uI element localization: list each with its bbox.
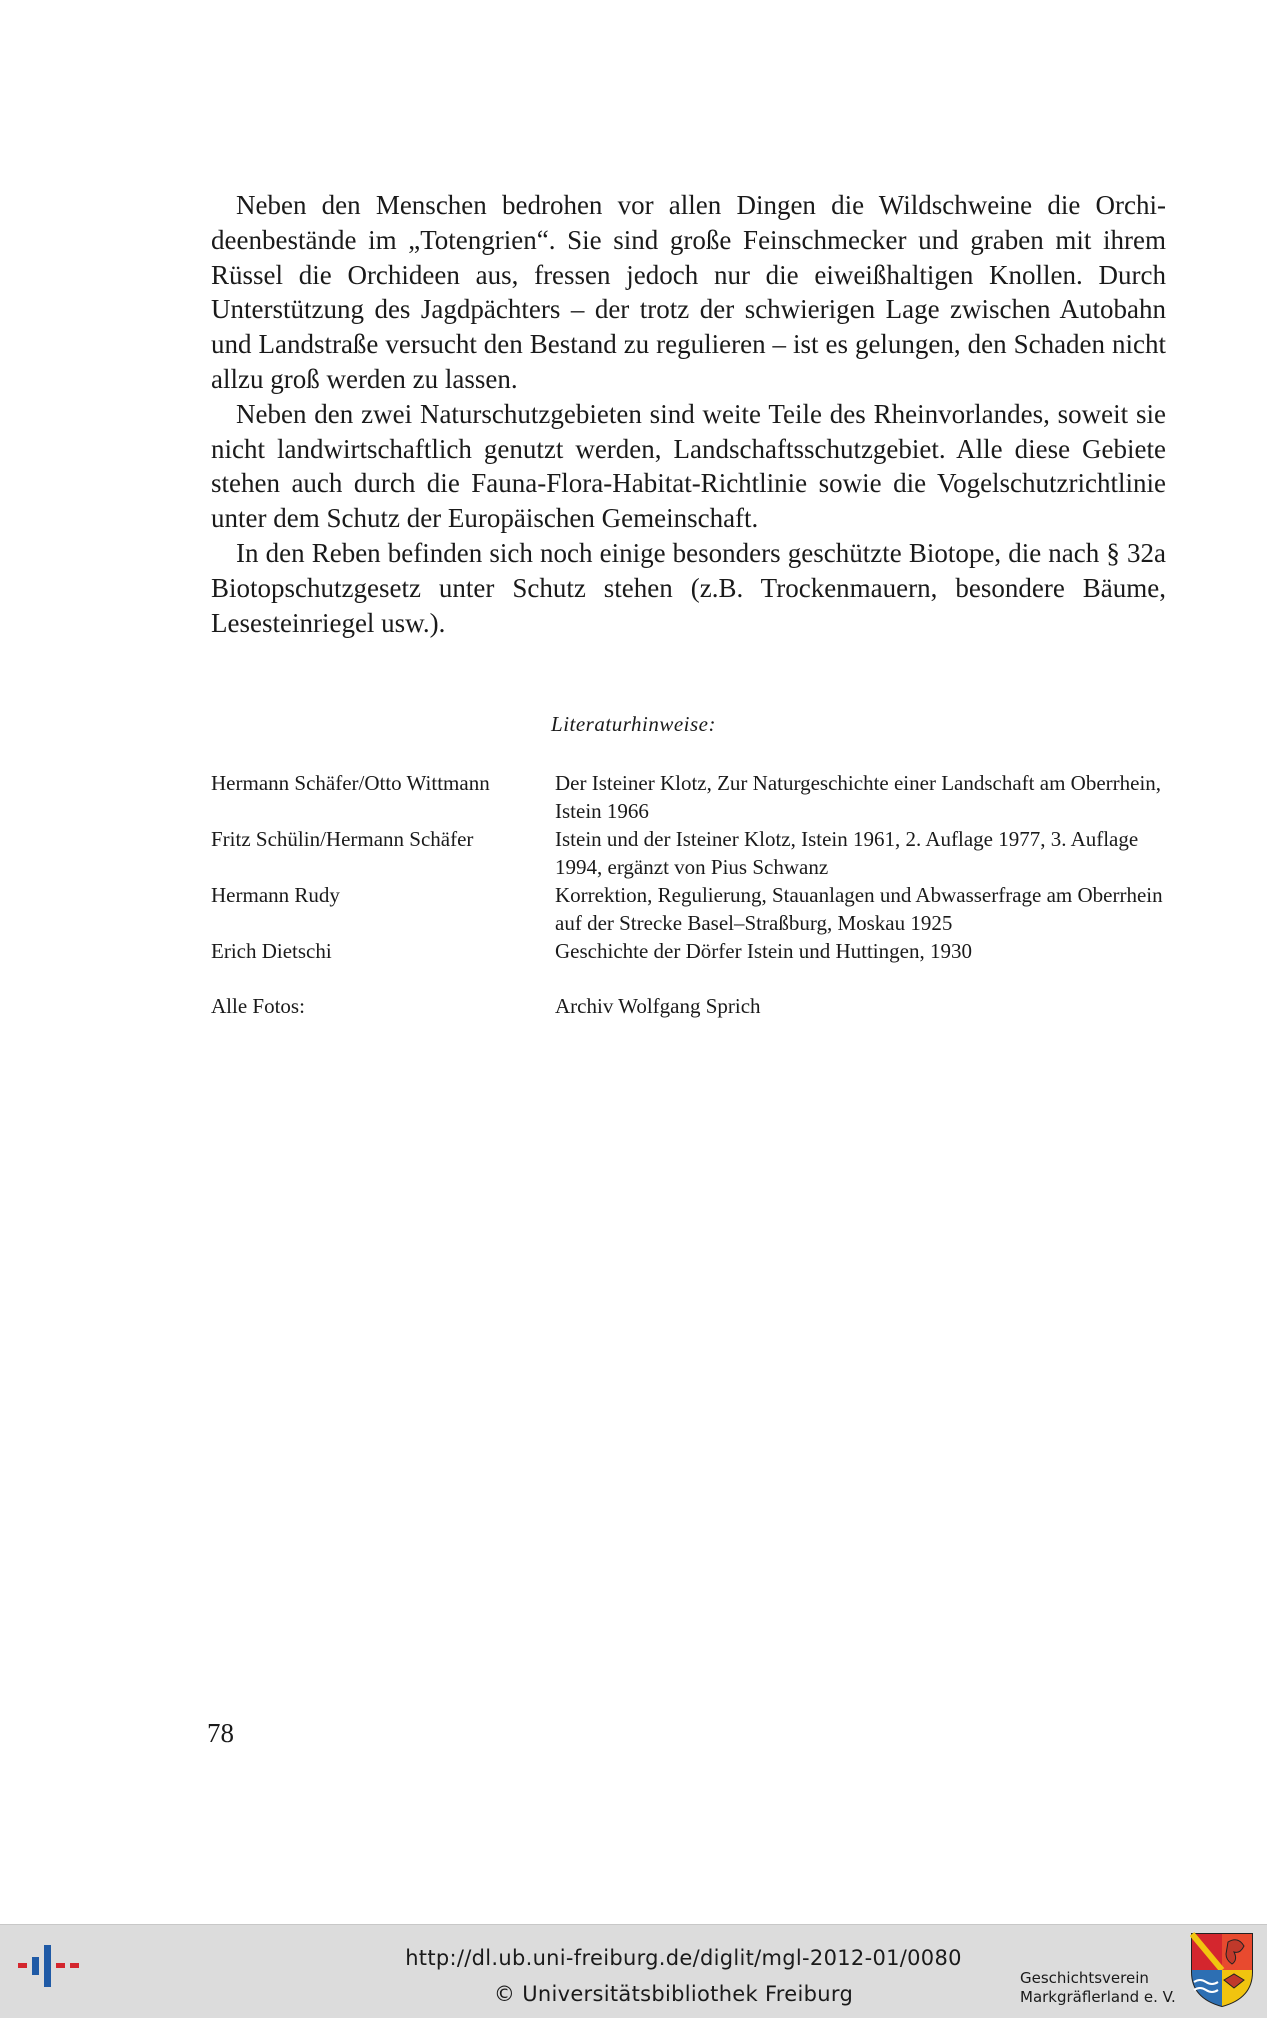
society-name-line: Geschichtsverein: [1020, 1969, 1149, 1987]
page-number: 78: [207, 1718, 234, 1748]
reference-title: Archiv Wolfgang Sprich: [555, 994, 761, 1018]
footer-url-link[interactable]: http://dl.ub.uni-freiburg.de/diglit/mgl-2012-01/0080: [405, 1946, 962, 1970]
reference-title: Geschichte der Dörfer Istein und Huttingen, 1930: [555, 939, 972, 963]
reference-title: Korrektion, Regulierung, Stauanlagen und Abwasserfrage am Oberrhein auf der Strecke Basel–Straßburg, Moskau 1925: [555, 883, 1163, 935]
footer-copyright: © Universitätsbibliothek Freiburg: [493, 1982, 854, 2006]
reference-author: Hermann Schäfer/Otto Wittmann: [211, 771, 490, 795]
coat-of-arms-icon: [1190, 1932, 1254, 2008]
paragraph: In den Reben befinden sich noch einige besonders geschützte Biotope, die nach § 32a Biotopschutzgesetz unter Schutz stehen (z.B. Trockenmauern, besondere Bäume, Lesesteinriegel usw.).: [211, 537, 1166, 638]
reference-title: Istein und der Isteiner Klotz, Istein 1961, 2. Auflage 1977, 3. Auflage 1994, ergänzt von Pius Schwanz: [555, 827, 1139, 879]
society-name-line: Markgräflerland e. V.: [1020, 1988, 1176, 2006]
reference-author: Fritz Schülin/Hermann Schäfer: [211, 827, 474, 851]
society-name: [1020, 1969, 1176, 2007]
paragraph: Neben den Menschen bedrohen vor allen Dingen die Wildschweine die Orchideenbestände im „Totengrien“. Sie sind große Feinschmecker und graben mit ihrem Rüssel die Orchideen aus, fressen jedoch nur die eiweißhaltigen Knollen. Durch Unterstützung des Jagdpächters – der trotz der schwierigen Lage zwischen Autobahn und Landstraße versucht den Bestand zu regulieren – ist es gelungen, den Schaden nicht allzu groß werden zu lassen.: [211, 190, 1166, 394]
reference-title: Der Isteiner Klotz, Zur Naturgeschichte einer Landschaft am Oberrhein, Istein 1966: [555, 771, 1162, 823]
paragraph: Neben den zwei Naturschutzgebieten sind weite Teile des Rheinvorlandes, soweit sie nicht landwirtschaftlich genutzt werden, Landschaftsschutzgebiet. Alle diese Gebiete stehen auch durch die Fauna-Flora-Habitat-Richtlinie sowie die Vogelschutzrichtlinie unter dem Schutz der Europäischen Gemeinschaft.: [211, 398, 1166, 534]
reference-author: Hermann Rudy: [211, 883, 340, 907]
literature-heading: Literaturhinweise:: [551, 712, 716, 736]
reference-author: Alle Fotos:: [211, 994, 305, 1018]
body-text: [211, 188, 1166, 640]
reference-author: Erich Dietschi: [211, 939, 332, 963]
